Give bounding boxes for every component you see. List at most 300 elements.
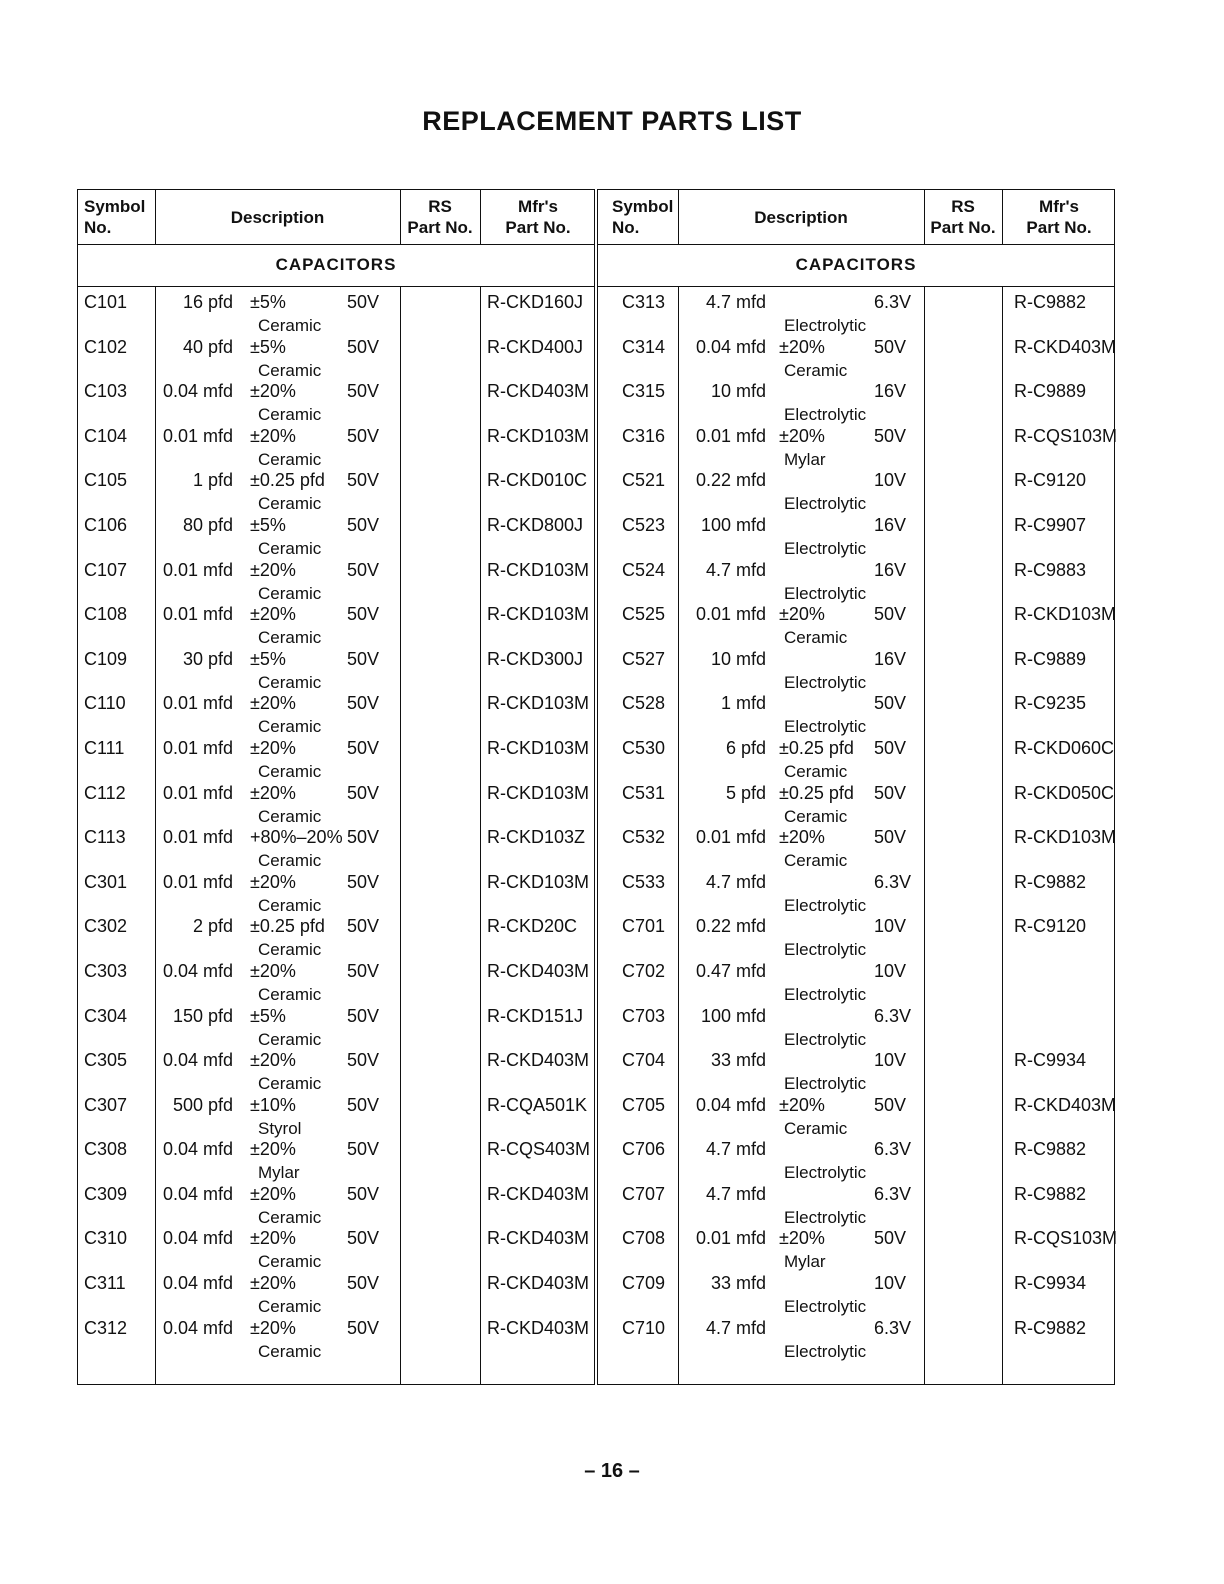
voltage-rating: 16V: [874, 648, 907, 669]
capacitance-value: 0.01 mfd: [695, 604, 766, 625]
voltage-rating: 50V: [347, 916, 380, 937]
mfr-part-no: R-C9882: [1014, 1317, 1087, 1338]
voltage-rating: 50V: [347, 604, 380, 625]
tolerance: ±20%: [250, 693, 296, 714]
dielectric-type: Ceramic: [258, 628, 322, 648]
table-row: [598, 732, 1115, 781]
dielectric-type: Ceramic: [258, 1341, 322, 1361]
symbol-no: C708: [622, 1228, 666, 1249]
capacitance-value: 6 pfd: [725, 737, 766, 758]
capacitance-value: 0.47 mfd: [695, 960, 766, 981]
mfr-part-no: R-C9120: [1014, 916, 1087, 937]
tolerance: ±5%: [250, 336, 286, 357]
mfr-part-no: R-CKD160J: [487, 292, 584, 312]
page-number: – 16 –: [584, 1460, 640, 1482]
symbol-no: C108: [84, 604, 128, 625]
voltage-rating: 50V: [347, 336, 380, 357]
table-row: [598, 1222, 1118, 1272]
voltage-rating: 50V: [874, 1094, 907, 1115]
symbol-no: C315: [622, 381, 666, 402]
dielectric-type: Ceramic: [258, 806, 322, 826]
voltage-rating: 50V: [874, 425, 907, 446]
capacitance-value: 0.04 mfd: [162, 1050, 233, 1071]
mfr-part-no: R-CKD403M: [487, 1317, 590, 1338]
capacitance-value: 1 pfd: [192, 470, 233, 491]
tolerance: ±20%: [779, 827, 825, 848]
table-row: [598, 554, 1114, 603]
tolerance: ±0.25 pfd: [779, 737, 854, 758]
mfr-part-no: R-C9120: [1014, 470, 1087, 491]
voltage-rating: 10V: [874, 960, 907, 981]
symbol-no: C527: [622, 648, 666, 669]
table-row: [78, 1044, 594, 1094]
symbol-no: C103: [84, 381, 128, 402]
mfr-part-no: R-CKD103M: [487, 737, 590, 758]
symbol-no: C523: [622, 514, 666, 535]
table-row: [598, 598, 1117, 648]
table-row: [78, 866, 594, 915]
capacitance-value: 0.01 mfd: [162, 425, 233, 446]
dielectric-type: Electrolytic: [784, 494, 867, 514]
symbol-no: C112: [84, 782, 126, 803]
tolerance: ±20%: [250, 1050, 296, 1071]
tolerance: +80%–20%: [250, 827, 343, 848]
capacitance-value: 0.22 mfd: [695, 916, 766, 937]
table-row: [598, 1044, 1114, 1094]
table-row: [78, 1133, 594, 1183]
voltage-rating: 50V: [347, 425, 380, 446]
symbol-no: C111: [84, 737, 125, 758]
capacitance-value: 30 pfd: [182, 648, 233, 669]
symbol-no: C314: [622, 336, 666, 357]
capacitance-value: 10 mfd: [710, 648, 766, 669]
tolerance: ±20%: [250, 1317, 296, 1338]
dielectric-type: Ceramic: [258, 672, 322, 692]
tolerance: ±20%: [250, 381, 296, 402]
header-symbol-no: Symbol No.: [84, 197, 146, 237]
dielectric-type: Electrolytic: [784, 1163, 867, 1183]
mfr-part-no: R-CQS103M: [1014, 1228, 1118, 1249]
symbol-no: C307: [84, 1094, 128, 1115]
capacitance-value: 0.01 mfd: [695, 1228, 766, 1249]
capacitance-value: 150 pfd: [172, 1005, 233, 1026]
table-row: [78, 777, 594, 826]
mfr-part-no: R-C9934: [1014, 1050, 1087, 1071]
symbol-no: C104: [84, 425, 128, 446]
dielectric-type: Electrolytic: [784, 1297, 867, 1317]
capacitance-value: 0.04 mfd: [162, 1183, 233, 1204]
dielectric-type: Electrolytic: [784, 717, 867, 737]
symbol-no: C313: [622, 292, 666, 312]
mfr-part-no: R-CKD20C: [487, 916, 578, 937]
capacitance-value: 0.01 mfd: [162, 559, 233, 580]
header-mfr-part-no: Mfr's Part No.: [505, 197, 571, 237]
table-row: [598, 1312, 1114, 1361]
capacitance-value: 4.7 mfd: [705, 559, 766, 580]
voltage-rating: 50V: [347, 648, 380, 669]
parts-rows-left: [78, 286, 594, 1361]
voltage-rating: 50V: [347, 871, 380, 892]
symbol-no: C308: [84, 1139, 128, 1160]
symbol-no: C309: [84, 1183, 128, 1204]
mfr-part-no: R-CKD103M: [487, 782, 590, 803]
table-row: [78, 910, 594, 960]
dielectric-type: Mylar: [258, 1163, 300, 1183]
voltage-rating: 6.3V: [874, 292, 912, 312]
mfr-part-no: R-CKD103M: [1014, 604, 1117, 625]
mfr-part-no: R-CKD103M: [487, 425, 590, 446]
tolerance: ±20%: [250, 1183, 296, 1204]
capacitance-value: 0.01 mfd: [695, 827, 766, 848]
mfr-part-no: R-C9889: [1014, 648, 1087, 669]
dielectric-type: Electrolytic: [784, 1207, 867, 1227]
dielectric-type: Electrolytic: [784, 1029, 867, 1049]
capacitance-value: 4.7 mfd: [705, 1317, 766, 1338]
symbol-no: C701: [622, 916, 666, 937]
table-row: [598, 1089, 1117, 1138]
capacitance-value: 0.01 mfd: [162, 693, 233, 714]
tolerance: ±0.25 pfd: [250, 916, 325, 937]
dielectric-type: Ceramic: [258, 761, 322, 781]
header-rs-part-no: RS Part No.: [930, 197, 996, 237]
voltage-rating: 50V: [347, 1094, 380, 1115]
category-capacitors: CAPACITORS: [795, 255, 917, 274]
voltage-rating: 50V: [347, 381, 380, 402]
table-row: [598, 821, 1117, 871]
header-rs-part-no: RS Part No.: [407, 197, 473, 237]
dielectric-type: Ceramic: [258, 895, 322, 915]
mfr-part-no: R-CKD010C: [487, 470, 588, 491]
voltage-rating: 50V: [874, 1228, 907, 1249]
tolerance: ±20%: [779, 1094, 825, 1115]
capacitance-value: 5 pfd: [725, 782, 766, 803]
symbol-no: C707: [622, 1183, 666, 1204]
tolerance: ±5%: [250, 1005, 286, 1026]
page-title: REPLACEMENT PARTS LIST: [422, 106, 802, 136]
dielectric-type: Ceramic: [258, 940, 322, 960]
dielectric-type: Electrolytic: [784, 583, 867, 603]
mfr-part-no: R-CKD103M: [487, 871, 590, 892]
tolerance: ±20%: [250, 1228, 296, 1249]
dielectric-type: Electrolytic: [784, 940, 867, 960]
dielectric-type: Mylar: [784, 449, 826, 469]
table-row: [598, 1178, 1114, 1227]
capacitance-value: 0.01 mfd: [162, 782, 233, 803]
table-row: [78, 554, 594, 603]
voltage-rating: 6.3V: [874, 1139, 912, 1160]
symbol-no: C304: [84, 1005, 128, 1026]
capacitance-value: 2 pfd: [192, 916, 233, 937]
capacitance-value: 0.22 mfd: [695, 470, 766, 491]
tolerance: ±20%: [250, 1139, 296, 1160]
voltage-rating: 16V: [874, 559, 907, 580]
tolerance: ±20%: [779, 425, 825, 446]
capacitance-value: 0.04 mfd: [162, 1228, 233, 1249]
table-row: [78, 286, 594, 335]
dielectric-type: Electrolytic: [784, 405, 867, 425]
table-row: [598, 1000, 1114, 1049]
dielectric-type: Ceramic: [258, 1252, 322, 1272]
voltage-rating: 50V: [347, 514, 380, 535]
voltage-rating: 50V: [347, 782, 380, 803]
voltage-rating: 50V: [347, 470, 380, 491]
capacitance-value: 0.01 mfd: [162, 604, 233, 625]
symbol-no: C310: [84, 1228, 128, 1249]
table-row: [78, 955, 594, 1004]
voltage-rating: 50V: [347, 1317, 380, 1338]
capacitance-value: 4.7 mfd: [705, 1139, 766, 1160]
symbol-no: C301: [84, 871, 128, 892]
table-row: [598, 420, 1118, 469]
symbol-no: C113: [84, 827, 126, 848]
voltage-rating: 6.3V: [874, 871, 912, 892]
voltage-rating: 50V: [874, 693, 907, 714]
voltage-rating: 50V: [874, 604, 907, 625]
dielectric-type: Ceramic: [258, 1074, 322, 1094]
dielectric-type: Electrolytic: [784, 316, 867, 335]
table-row: [78, 687, 594, 737]
dielectric-type: Ceramic: [258, 1029, 322, 1049]
dielectric-type: Ceramic: [258, 538, 322, 558]
tolerance: ±10%: [250, 1094, 296, 1115]
voltage-rating: 6.3V: [874, 1317, 912, 1338]
capacitance-value: 33 mfd: [710, 1050, 766, 1071]
symbol-no: C710: [622, 1317, 666, 1338]
voltage-rating: 50V: [347, 737, 380, 758]
symbol-no: C532: [622, 827, 666, 848]
table-row: [598, 866, 1114, 915]
symbol-no: C709: [622, 1273, 666, 1294]
capacitance-value: 0.01 mfd: [162, 827, 233, 848]
mfr-part-no: R-CKD403M: [487, 1050, 590, 1071]
table-row: [78, 1089, 594, 1138]
symbol-no: C106: [84, 514, 128, 535]
capacitance-value: 0.04 mfd: [162, 1139, 233, 1160]
capacitance-value: 0.01 mfd: [695, 425, 766, 446]
symbol-no: C704: [622, 1050, 666, 1071]
dielectric-type: Ceramic: [258, 449, 322, 469]
table-row: [78, 821, 594, 871]
table-row: [78, 1222, 594, 1272]
voltage-rating: 50V: [347, 559, 380, 580]
tolerance: ±0.25 pfd: [779, 782, 854, 803]
voltage-rating: 50V: [347, 1273, 380, 1294]
dielectric-type: Electrolytic: [784, 895, 867, 915]
voltage-rating: 50V: [347, 827, 380, 848]
voltage-rating: 6.3V: [874, 1005, 912, 1026]
symbol-no: C703: [622, 1005, 666, 1026]
capacitance-value: 0.04 mfd: [695, 1094, 766, 1115]
capacitance-value: 500 pfd: [172, 1094, 233, 1115]
mfr-part-no: R-C9235: [1014, 693, 1087, 714]
header-description: Description: [230, 207, 325, 227]
mfr-part-no: R-CKD103Z: [487, 827, 586, 848]
table-row: [78, 464, 594, 514]
mfr-part-no: R-C9934: [1014, 1273, 1087, 1294]
table-row: [78, 420, 594, 469]
voltage-rating: 6.3V: [874, 1183, 912, 1204]
voltage-rating: 16V: [874, 514, 907, 535]
mfr-part-no: R-CKD403M: [487, 1228, 590, 1249]
mfr-part-no: R-CKD103M: [487, 559, 590, 580]
capacitance-value: 0.04 mfd: [162, 960, 233, 981]
dielectric-type: Ceramic: [784, 806, 848, 826]
capacitance-value: 4.7 mfd: [705, 1183, 766, 1204]
capacitance-value: 0.01 mfd: [162, 871, 233, 892]
capacitance-value: 4.7 mfd: [705, 292, 766, 312]
voltage-rating: 50V: [874, 827, 907, 848]
dielectric-type: Electrolytic: [784, 1341, 867, 1361]
voltage-rating: 50V: [347, 1228, 380, 1249]
mfr-part-no: R-CKD103M: [1014, 827, 1117, 848]
dielectric-type: Ceramic: [258, 851, 322, 871]
table-row: [598, 375, 1114, 425]
parts-table-right: [597, 189, 1118, 1385]
table-row: [78, 331, 594, 380]
tolerance: ±20%: [779, 1228, 825, 1249]
header-description: Description: [754, 207, 848, 227]
dielectric-type: Electrolytic: [784, 672, 867, 692]
tolerance: ±20%: [250, 604, 296, 625]
capacitance-value: 33 mfd: [710, 1273, 766, 1294]
table-row: [598, 687, 1114, 737]
table-row: [78, 1000, 594, 1049]
voltage-rating: 10V: [874, 1050, 907, 1071]
symbol-no: C706: [622, 1139, 666, 1160]
mfr-part-no: R-CKD103M: [487, 604, 590, 625]
category-capacitors: CAPACITORS: [275, 255, 397, 274]
capacitance-value: 4.7 mfd: [705, 871, 766, 892]
voltage-rating: 50V: [347, 960, 380, 981]
tolerance: ±20%: [250, 960, 296, 981]
symbol-no: C102: [84, 336, 128, 357]
tolerance: ±20%: [250, 782, 296, 803]
mfr-part-no: R-C9882: [1014, 871, 1087, 892]
capacitance-value: 100 mfd: [700, 514, 766, 535]
tolerance: ±20%: [250, 1273, 296, 1294]
mfr-part-no: R-CKD403M: [1014, 336, 1117, 357]
mfr-part-no: R-CKD103M: [487, 693, 590, 714]
capacitance-value: 100 mfd: [700, 1005, 766, 1026]
tolerance: ±5%: [250, 514, 286, 535]
table-row: [598, 1133, 1114, 1183]
voltage-rating: 50V: [874, 336, 907, 357]
symbol-no: C524: [622, 559, 666, 580]
tolerance: ±20%: [250, 559, 296, 580]
dielectric-type: Ceramic: [258, 1207, 322, 1227]
voltage-rating: 50V: [347, 292, 380, 312]
table-row: [78, 598, 594, 648]
symbol-no: C705: [622, 1094, 666, 1115]
table-row: [78, 1267, 594, 1317]
dielectric-type: Styrol: [258, 1118, 302, 1138]
table-row: [598, 910, 1114, 960]
dielectric-type: Ceramic: [784, 628, 848, 648]
capacitance-value: 80 pfd: [182, 514, 233, 535]
capacitance-value: 0.01 mfd: [162, 737, 233, 758]
capacitance-value: 1 mfd: [720, 693, 766, 714]
symbol-no: C303: [84, 960, 128, 981]
table-row: [598, 1267, 1114, 1317]
mfr-part-no: R-C9883: [1014, 559, 1087, 580]
tolerance: ±0.25 pfd: [250, 470, 325, 491]
dielectric-type: Ceramic: [258, 1297, 322, 1317]
symbol-no: C316: [622, 425, 666, 446]
mfr-part-no: R-CKD403M: [487, 381, 590, 402]
symbol-no: C311: [84, 1273, 126, 1294]
table-row: [78, 509, 594, 558]
symbol-no: C702: [622, 960, 666, 981]
mfr-part-no: R-CKD403M: [487, 1183, 590, 1204]
mfr-part-no: R-CKD050C: [1014, 782, 1115, 803]
tolerance: ±20%: [250, 737, 296, 758]
dielectric-type: Ceramic: [258, 583, 322, 603]
voltage-rating: 16V: [874, 381, 907, 402]
table-row: [78, 643, 594, 692]
mfr-part-no: R-CQS403M: [487, 1139, 591, 1160]
mfr-part-no: R-CQA501K: [487, 1094, 588, 1115]
symbol-no: C305: [84, 1050, 128, 1071]
capacitance-value: 0.04 mfd: [162, 1273, 233, 1294]
symbol-no: C533: [622, 871, 666, 892]
mfr-part-no: R-CKD800J: [487, 514, 584, 535]
header-mfr-part-no: Mfr's Part No.: [1026, 197, 1092, 237]
table-row: [78, 1178, 594, 1227]
symbol-no: C105: [84, 470, 128, 491]
header-symbol-no: Symbol No.: [612, 197, 674, 237]
voltage-rating: 50V: [347, 1183, 380, 1204]
capacitance-value: 0.04 mfd: [695, 336, 766, 357]
voltage-rating: 50V: [347, 693, 380, 714]
mfr-part-no: R-CKD151J: [487, 1005, 584, 1026]
dielectric-type: Ceramic: [784, 761, 848, 781]
dielectric-type: Ceramic: [784, 851, 848, 871]
voltage-rating: 50V: [874, 737, 907, 758]
symbol-no: C302: [84, 916, 128, 937]
table-row: [598, 955, 1114, 1004]
mfr-part-no: R-C9882: [1014, 292, 1087, 312]
capacitance-value: 10 mfd: [710, 381, 766, 402]
voltage-rating: 50V: [347, 1139, 380, 1160]
capacitance-value: 0.04 mfd: [162, 381, 233, 402]
dielectric-type: Ceramic: [258, 984, 322, 1004]
tolerance: ±5%: [250, 648, 286, 669]
table-row: [598, 331, 1117, 380]
symbol-no: C109: [84, 648, 128, 669]
symbol-no: C521: [622, 470, 666, 491]
dielectric-type: Mylar: [784, 1252, 826, 1272]
capacitance-value: 16 pfd: [182, 292, 233, 312]
dielectric-type: Electrolytic: [784, 1074, 867, 1094]
mfr-part-no: R-CKD060C: [1014, 737, 1115, 758]
table-row: [78, 732, 594, 781]
tolerance: ±20%: [779, 604, 825, 625]
table-row: [598, 509, 1114, 558]
dielectric-type: Ceramic: [258, 717, 322, 737]
dielectric-type: Ceramic: [258, 360, 322, 380]
symbol-no: C107: [84, 559, 128, 580]
dielectric-type: Electrolytic: [784, 984, 867, 1004]
voltage-rating: 10V: [874, 470, 907, 491]
mfr-part-no: R-CQS103M: [1014, 425, 1118, 446]
mfr-part-no: R-CKD300J: [487, 648, 584, 669]
mfr-part-no: R-CKD400J: [487, 336, 584, 357]
mfr-part-no: R-C9882: [1014, 1139, 1087, 1160]
table-row: [78, 1312, 594, 1361]
symbol-no: C110: [84, 693, 126, 714]
tolerance: ±20%: [250, 425, 296, 446]
mfr-part-no: R-CKD403M: [487, 1273, 590, 1294]
